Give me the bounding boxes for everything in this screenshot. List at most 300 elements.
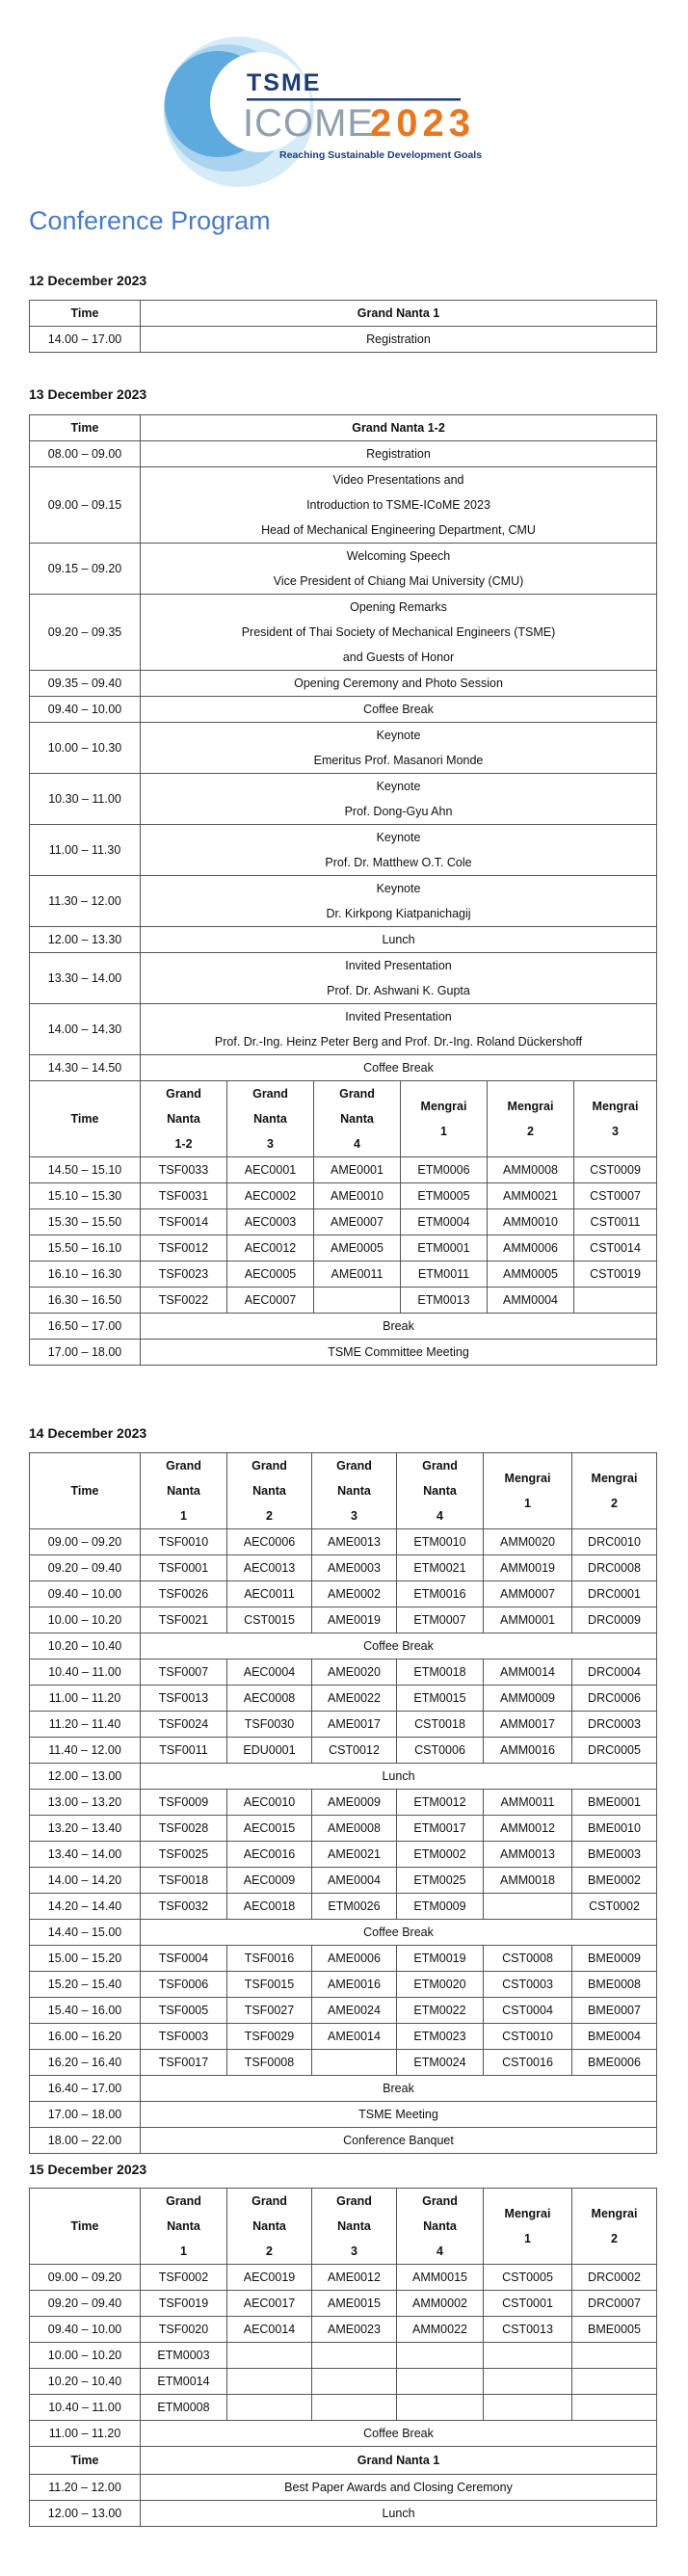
cell-line: Mengrai <box>504 2207 551 2220</box>
paper-id-cell: AME0024 <box>312 1998 397 2024</box>
col-header-room <box>312 2189 397 2265</box>
paper-id-cell: ETM0026 <box>312 1894 397 1920</box>
cell-line: Grand <box>251 1459 287 1473</box>
time-cell: 11.00 – 11.20 <box>30 1686 141 1712</box>
paper-id-cell: CST0005 <box>484 2265 572 2291</box>
cell-line: Mengrai <box>592 1100 639 1113</box>
program-table-15dec <box>29 2188 657 2527</box>
paper-id-cell: CST0006 <box>397 1738 484 1764</box>
program-table-14dec <box>29 1452 657 2154</box>
paper-id-cell: TSF0010 <box>141 1529 227 1555</box>
cell-line: Nanta <box>340 1112 374 1126</box>
cell-line: Prof. Dr. Matthew O.T. Cole <box>325 856 472 869</box>
paper-id-cell: TSF0006 <box>141 1972 227 1998</box>
paper-id-cell: TSF0007 <box>141 1660 227 1686</box>
time-cell: 14.50 – 15.10 <box>30 1157 141 1183</box>
event-cell <box>141 723 657 774</box>
session-row <box>30 2265 657 2291</box>
cell-line: 4 <box>437 2244 443 2258</box>
time-cell: 09.40 – 10.00 <box>30 2317 141 2343</box>
cell-line: Head of Mechanical Engineering Department, CMU <box>261 523 536 537</box>
paper-id-cell: AME0003 <box>312 1555 397 1581</box>
cell-line: Mengrai <box>591 2207 638 2220</box>
paper-id-cell: AEC0008 <box>227 1686 312 1712</box>
paper-id-cell: AEC0006 <box>227 1529 312 1555</box>
cell-line: 4 <box>354 1137 360 1151</box>
closing-header-row <box>30 2447 657 2475</box>
col-header-room <box>227 2189 312 2265</box>
time-cell: 09.35 – 09.40 <box>30 671 141 697</box>
event-cell: Best Paper Awards and Closing Ceremony <box>141 2475 657 2501</box>
session-row <box>30 1764 657 1790</box>
cell-line: Prof. Dong-Gyu Ahn <box>344 805 453 818</box>
paper-id-cell: DRC0004 <box>572 1660 657 1686</box>
cell-line: Grand <box>166 2194 201 2208</box>
cell-line: Nanta <box>253 1112 287 1126</box>
paper-id-cell <box>312 2343 397 2369</box>
paper-id-cell: AEC0018 <box>227 1894 312 1920</box>
time-cell: 11.20 – 12.00 <box>30 2475 141 2501</box>
cell-line: 1 <box>180 1509 187 1523</box>
paper-id-cell: TSF0018 <box>141 1868 227 1894</box>
session-row <box>30 1340 657 1366</box>
paper-id-cell: AMM0001 <box>484 1607 572 1633</box>
cell-line: 2 <box>527 1125 534 1138</box>
session-row <box>30 1607 657 1633</box>
paper-id-cell: BME0008 <box>572 1972 657 1998</box>
cell-line: Opening Remarks <box>350 600 447 614</box>
event-cell <box>141 441 657 467</box>
col-header-room <box>141 1453 227 1529</box>
paper-id-cell: AEC0013 <box>227 1555 312 1581</box>
paper-id-cell: AME0006 <box>312 1946 397 1972</box>
cell-line: Prof. Dr.-Ing. Heinz Peter Berg and Prof. Dr.-Ing. Roland Dückershoff <box>214 1035 583 1049</box>
session-row <box>30 2024 657 2050</box>
paper-id-cell: ETM0018 <box>397 1660 484 1686</box>
cell-line: and Guests of Honor <box>342 651 455 664</box>
paper-id-cell: CST0007 <box>574 1183 657 1209</box>
event-cell <box>141 467 657 544</box>
col-header-time <box>30 1453 141 1529</box>
session-row <box>30 2076 657 2102</box>
paper-id-cell: AME0019 <box>312 1607 397 1633</box>
logo-line2a: ICOME <box>243 102 375 145</box>
session-row <box>30 1894 657 1920</box>
cell-line: Coffee Break <box>363 703 434 716</box>
paper-id-cell: AEC0003 <box>227 1209 314 1235</box>
paper-id-cell <box>574 1288 657 1314</box>
paper-id-cell: AEC0014 <box>227 2317 312 2343</box>
paper-id-cell <box>397 2369 484 2395</box>
cell-line: Lunch <box>382 933 415 946</box>
agenda-row <box>30 327 657 353</box>
paper-id-cell <box>312 2369 397 2395</box>
paper-id-cell: AEC0002 <box>227 1183 314 1209</box>
event-cell <box>141 1055 657 1081</box>
paper-id-cell: DRC0010 <box>572 1529 657 1555</box>
cell-line: 3 <box>351 2244 357 2258</box>
paper-id-cell: TSF0008 <box>227 2050 312 2076</box>
paper-id-cell: AMM0018 <box>484 1868 572 1894</box>
paper-id-cell: CST0010 <box>484 2024 572 2050</box>
paper-id-cell: AEC0015 <box>227 1816 312 1842</box>
paper-id-cell: CST0019 <box>574 1261 657 1288</box>
cell-line: Prof. Dr. Ashwani K. Gupta <box>327 984 470 997</box>
paper-id-cell: ETM0008 <box>141 2395 227 2421</box>
time-cell: 08.00 – 09.00 <box>30 441 141 467</box>
time-cell: 15.30 – 15.50 <box>30 1209 141 1235</box>
time-cell: 15.40 – 16.00 <box>30 1998 141 2024</box>
time-cell: 16.00 – 16.20 <box>30 2024 141 2050</box>
paper-id-cell: TSF0028 <box>141 1816 227 1842</box>
time-cell: 10.40 – 11.00 <box>30 2395 141 2421</box>
paper-id-cell <box>312 2395 397 2421</box>
program-table-12dec <box>29 300 657 353</box>
paper-id-cell <box>314 1288 401 1314</box>
paper-id-cell: AEC0016 <box>227 1842 312 1868</box>
paper-id-cell: TSF0002 <box>141 2265 227 2291</box>
paper-id-cell: AMM0012 <box>484 1816 572 1842</box>
paper-id-cell: DRC0009 <box>572 1607 657 1633</box>
program-table-13dec <box>29 414 657 1366</box>
paper-id-cell: ETM0023 <box>397 2024 484 2050</box>
time-cell: 11.00 – 11.30 <box>30 825 141 876</box>
paper-id-cell: BME0010 <box>572 1816 657 1842</box>
cell-line: Nanta <box>423 2219 457 2233</box>
paper-id-cell: AMM0015 <box>397 2265 484 2291</box>
room-header-row <box>30 1453 657 1529</box>
time-cell: 10.20 – 10.40 <box>30 2369 141 2395</box>
time-cell: 15.20 – 15.40 <box>30 1972 141 1998</box>
session-row <box>30 1842 657 1868</box>
paper-id-cell: AMM0009 <box>484 1686 572 1712</box>
event-cell <box>141 1004 657 1055</box>
paper-id-cell: DRC0001 <box>572 1581 657 1607</box>
agenda-row <box>30 825 657 876</box>
session-row <box>30 1816 657 1842</box>
time-cell: 14.00 – 14.20 <box>30 1868 141 1894</box>
paper-id-cell: AEC0005 <box>227 1261 314 1288</box>
paper-id-cell: TSF0001 <box>141 1555 227 1581</box>
session-row <box>30 1157 657 1183</box>
paper-id-cell: AME0015 <box>312 2291 397 2317</box>
paper-id-cell: EDU0001 <box>227 1738 312 1764</box>
time-cell: 12.00 – 13.00 <box>30 1764 141 1790</box>
agenda-row <box>30 1055 657 1081</box>
agenda-row <box>30 595 657 671</box>
paper-id-cell: BME0004 <box>572 2024 657 2050</box>
session-row <box>30 1261 657 1288</box>
paper-id-cell: TSF0005 <box>141 1998 227 2024</box>
paper-id-cell: DRC0003 <box>572 1712 657 1738</box>
paper-id-cell: TSF0022 <box>141 1288 227 1314</box>
cell-line: Nanta <box>167 2219 200 2233</box>
session-row <box>30 1868 657 1894</box>
paper-id-cell: AMM0006 <box>488 1235 574 1261</box>
paper-id-cell: AME0001 <box>314 1157 401 1183</box>
col-header-room <box>484 2189 572 2265</box>
paper-id-cell: ETM0024 <box>397 2050 484 2076</box>
paper-id-cell: DRC0007 <box>572 2291 657 2317</box>
paper-id-cell: BME0003 <box>572 1842 657 1868</box>
paper-id-cell <box>484 2395 572 2421</box>
cell-line: 3 <box>267 1137 274 1151</box>
paper-id-cell: CST0009 <box>574 1157 657 1183</box>
time-cell: 13.30 – 14.00 <box>30 953 141 1004</box>
session-row <box>30 2291 657 2317</box>
event-cell: Coffee Break <box>141 1633 657 1660</box>
event-cell: Conference Banquet <box>141 2128 657 2154</box>
time-cell: 09.20 – 09.40 <box>30 1555 141 1581</box>
time-cell: 11.30 – 12.00 <box>30 876 141 927</box>
cell-line: Time <box>70 2219 99 2233</box>
time-cell: 09.15 – 09.20 <box>30 544 141 595</box>
paper-id-cell: ETM0020 <box>397 1972 484 1998</box>
session-row <box>30 1288 657 1314</box>
event-cell: Coffee Break <box>141 2421 657 2447</box>
time-cell: 13.00 – 13.20 <box>30 1790 141 1816</box>
paper-id-cell: AME0009 <box>312 1790 397 1816</box>
cell-line: 3 <box>351 1509 357 1523</box>
paper-id-cell: CST0008 <box>484 1946 572 1972</box>
agenda-row <box>30 671 657 697</box>
paper-id-cell: TSF0012 <box>141 1235 227 1261</box>
time-cell: 09.00 – 09.15 <box>30 467 141 544</box>
col-header-room <box>227 1453 312 1529</box>
session-row <box>30 1946 657 1972</box>
time-cell: 14.00 – 17.00 <box>30 327 141 353</box>
event-cell: Break <box>141 2076 657 2102</box>
event-cell <box>141 953 657 1004</box>
time-cell: 12.00 – 13.30 <box>30 927 141 953</box>
paper-id-cell: AMM0013 <box>484 1842 572 1868</box>
paper-id-cell: AME0014 <box>312 2024 397 2050</box>
cell-line: Coffee Break <box>363 1061 434 1075</box>
cell-line: Grand <box>339 1087 375 1101</box>
paper-id-cell: TSF0027 <box>227 1998 312 2024</box>
event-cell <box>141 327 657 353</box>
cell-line: Grand <box>166 1087 201 1101</box>
cell-line: 4 <box>437 1509 443 1523</box>
time-cell: 13.40 – 14.00 <box>30 1842 141 1868</box>
cell-line: 1 <box>524 1497 531 1510</box>
time-cell: 15.10 – 15.30 <box>30 1183 141 1209</box>
paper-id-cell: ETM0013 <box>401 1288 488 1314</box>
col-header-time: Time <box>30 301 141 327</box>
col-header-venue: Grand Nanta 1 <box>141 2447 657 2475</box>
paper-id-cell: TSF0009 <box>141 1790 227 1816</box>
page-title: Conference Program <box>29 206 271 235</box>
paper-id-cell: AME0004 <box>312 1868 397 1894</box>
paper-id-cell: TSF0023 <box>141 1261 227 1288</box>
cell-line: 1 <box>440 1125 447 1138</box>
cell-line: Mengrai <box>591 1472 638 1485</box>
agenda-row <box>30 774 657 825</box>
paper-id-cell: AEC0004 <box>227 1660 312 1686</box>
time-cell: 09.20 – 09.35 <box>30 595 141 671</box>
cell-line: Grand <box>166 1459 201 1473</box>
cell-line: 2 <box>611 1497 618 1510</box>
paper-id-cell <box>227 2395 312 2421</box>
paper-id-cell: ETM0022 <box>397 1998 484 2024</box>
cell-line: Nanta <box>337 2219 371 2233</box>
paper-id-cell: AMM0020 <box>484 1529 572 1555</box>
session-row <box>30 1738 657 1764</box>
time-cell: 17.00 – 18.00 <box>30 2102 141 2128</box>
session-row <box>30 2421 657 2447</box>
cell-line: Keynote <box>376 780 421 793</box>
agenda-row <box>30 723 657 774</box>
paper-id-cell: ETM0009 <box>397 1894 484 1920</box>
time-cell: 09.00 – 09.20 <box>30 1529 141 1555</box>
paper-id-cell: AMM0021 <box>488 1183 574 1209</box>
room-header-row <box>30 1081 657 1157</box>
agenda-row <box>30 544 657 595</box>
session-row <box>30 1235 657 1261</box>
col-header-room <box>314 1081 401 1157</box>
col-header-room <box>141 1081 227 1157</box>
cell-line: 1 <box>180 2244 187 2258</box>
paper-id-cell: ETM0021 <box>397 1555 484 1581</box>
paper-id-cell: AMM0017 <box>484 1712 572 1738</box>
paper-id-cell <box>572 2395 657 2421</box>
cell-line: Mengrai <box>504 1472 551 1485</box>
cell-line: Nanta <box>167 1112 200 1126</box>
time-cell: 16.50 – 17.00 <box>30 1314 141 1340</box>
cell-line: 1 <box>524 2232 531 2245</box>
cell-line: Registration <box>366 447 431 461</box>
col-header-room <box>488 1081 574 1157</box>
time-cell: 09.40 – 10.00 <box>30 1581 141 1607</box>
time-cell: 09.40 – 10.00 <box>30 697 141 723</box>
paper-id-cell: AME0010 <box>314 1183 401 1209</box>
session-row <box>30 2102 657 2128</box>
paper-id-cell: AMM0004 <box>488 1288 574 1314</box>
agenda-row <box>30 467 657 544</box>
time-cell: 11.20 – 11.40 <box>30 1712 141 1738</box>
cell-line: Nanta <box>337 1484 371 1498</box>
paper-id-cell: AMM0010 <box>488 1209 574 1235</box>
event-cell <box>141 697 657 723</box>
paper-id-cell: CST0015 <box>227 1607 312 1633</box>
cell-line: 2 <box>611 2232 618 2245</box>
paper-id-cell: BME0005 <box>572 2317 657 2343</box>
paper-id-cell: TSF0024 <box>141 1712 227 1738</box>
event-cell <box>141 927 657 953</box>
col-header-venue: Grand Nanta 1 <box>141 301 657 327</box>
paper-id-cell: AME0017 <box>312 1712 397 1738</box>
col-header-room <box>397 2189 484 2265</box>
time-cell: 10.30 – 11.00 <box>30 774 141 825</box>
paper-id-cell: TSF0014 <box>141 1209 227 1235</box>
paper-id-cell: DRC0006 <box>572 1686 657 1712</box>
col-header-room <box>572 1453 657 1529</box>
cell-line: Grand <box>252 1087 288 1101</box>
time-cell: 11.40 – 12.00 <box>30 1738 141 1764</box>
paper-id-cell: ETM0025 <box>397 1868 484 1894</box>
paper-id-cell: BME0001 <box>572 1790 657 1816</box>
col-header-time <box>30 1081 141 1157</box>
paper-id-cell: TSF0031 <box>141 1183 227 1209</box>
cell-line: Nanta <box>423 1484 457 1498</box>
agenda-row <box>30 953 657 1004</box>
session-row <box>30 1209 657 1235</box>
paper-id-cell: AEC0012 <box>227 1235 314 1261</box>
session-row <box>30 2343 657 2369</box>
col-header-time <box>30 2189 141 2265</box>
time-cell: 10.00 – 10.20 <box>30 2343 141 2369</box>
cell-line: 2 <box>266 2244 273 2258</box>
paper-id-cell: TSF0032 <box>141 1894 227 1920</box>
paper-id-cell: TSF0026 <box>141 1581 227 1607</box>
paper-id-cell <box>484 2369 572 2395</box>
paper-id-cell: TSF0016 <box>227 1946 312 1972</box>
col-header-room <box>397 1453 484 1529</box>
cell-line: Opening Ceremony and Photo Session <box>294 677 503 690</box>
col-header-time: Time <box>30 415 141 441</box>
paper-id-cell: DRC0002 <box>572 2265 657 2291</box>
event-cell: TSME Committee Meeting <box>141 1340 657 1366</box>
time-cell: 16.40 – 17.00 <box>30 2076 141 2102</box>
paper-id-cell: CST0016 <box>484 2050 572 2076</box>
event-cell: TSME Meeting <box>141 2102 657 2128</box>
cell-line: Nanta <box>167 1484 200 1498</box>
time-cell: 14.30 – 14.50 <box>30 1055 141 1081</box>
time-cell: 10.20 – 10.40 <box>30 1633 141 1660</box>
session-row <box>30 1183 657 1209</box>
col-header-room <box>401 1081 488 1157</box>
paper-id-cell: AEC0009 <box>227 1868 312 1894</box>
time-cell: 17.00 – 18.00 <box>30 1340 141 1366</box>
paper-id-cell: TSF0020 <box>141 2317 227 2343</box>
col-header-room <box>312 1453 397 1529</box>
time-cell: 16.10 – 16.30 <box>30 1261 141 1288</box>
time-cell: 15.00 – 15.20 <box>30 1946 141 1972</box>
cell-line: Mengrai <box>507 1100 554 1113</box>
paper-id-cell: BME0002 <box>572 1868 657 1894</box>
paper-id-cell <box>484 2343 572 2369</box>
event-cell <box>141 876 657 927</box>
closing-row <box>30 2501 657 2527</box>
paper-id-cell: AEC0017 <box>227 2291 312 2317</box>
event-cell: Lunch <box>141 2501 657 2527</box>
paper-id-cell <box>397 2395 484 2421</box>
paper-id-cell: AMM0014 <box>484 1660 572 1686</box>
paper-id-cell: CST0014 <box>574 1235 657 1261</box>
paper-id-cell: ETM0001 <box>401 1235 488 1261</box>
paper-id-cell: ETM0007 <box>397 1607 484 1633</box>
event-cell <box>141 774 657 825</box>
paper-id-cell: AME0021 <box>312 1842 397 1868</box>
col-header-room <box>572 2189 657 2265</box>
date-heading-13dec: 13 December 2023 <box>29 386 147 402</box>
cell-line: Welcoming Speech <box>346 549 451 563</box>
paper-id-cell: AEC0001 <box>227 1157 314 1183</box>
time-cell: 10.00 – 10.20 <box>30 1607 141 1633</box>
paper-id-cell: TSF0029 <box>227 2024 312 2050</box>
paper-id-cell: ETM0003 <box>141 2343 227 2369</box>
agenda-row <box>30 927 657 953</box>
cell-line: Invited Presentation <box>345 1010 452 1023</box>
cell-line: Emeritus Prof. Masanori Monde <box>313 754 484 767</box>
paper-id-cell: AME0020 <box>312 1660 397 1686</box>
paper-id-cell: DRC0008 <box>572 1555 657 1581</box>
paper-id-cell: AMM0019 <box>484 1555 572 1581</box>
paper-id-cell: BME0009 <box>572 1946 657 1972</box>
session-row <box>30 2395 657 2421</box>
paper-id-cell: AME0008 <box>312 1816 397 1842</box>
room-header-row <box>30 2189 657 2265</box>
